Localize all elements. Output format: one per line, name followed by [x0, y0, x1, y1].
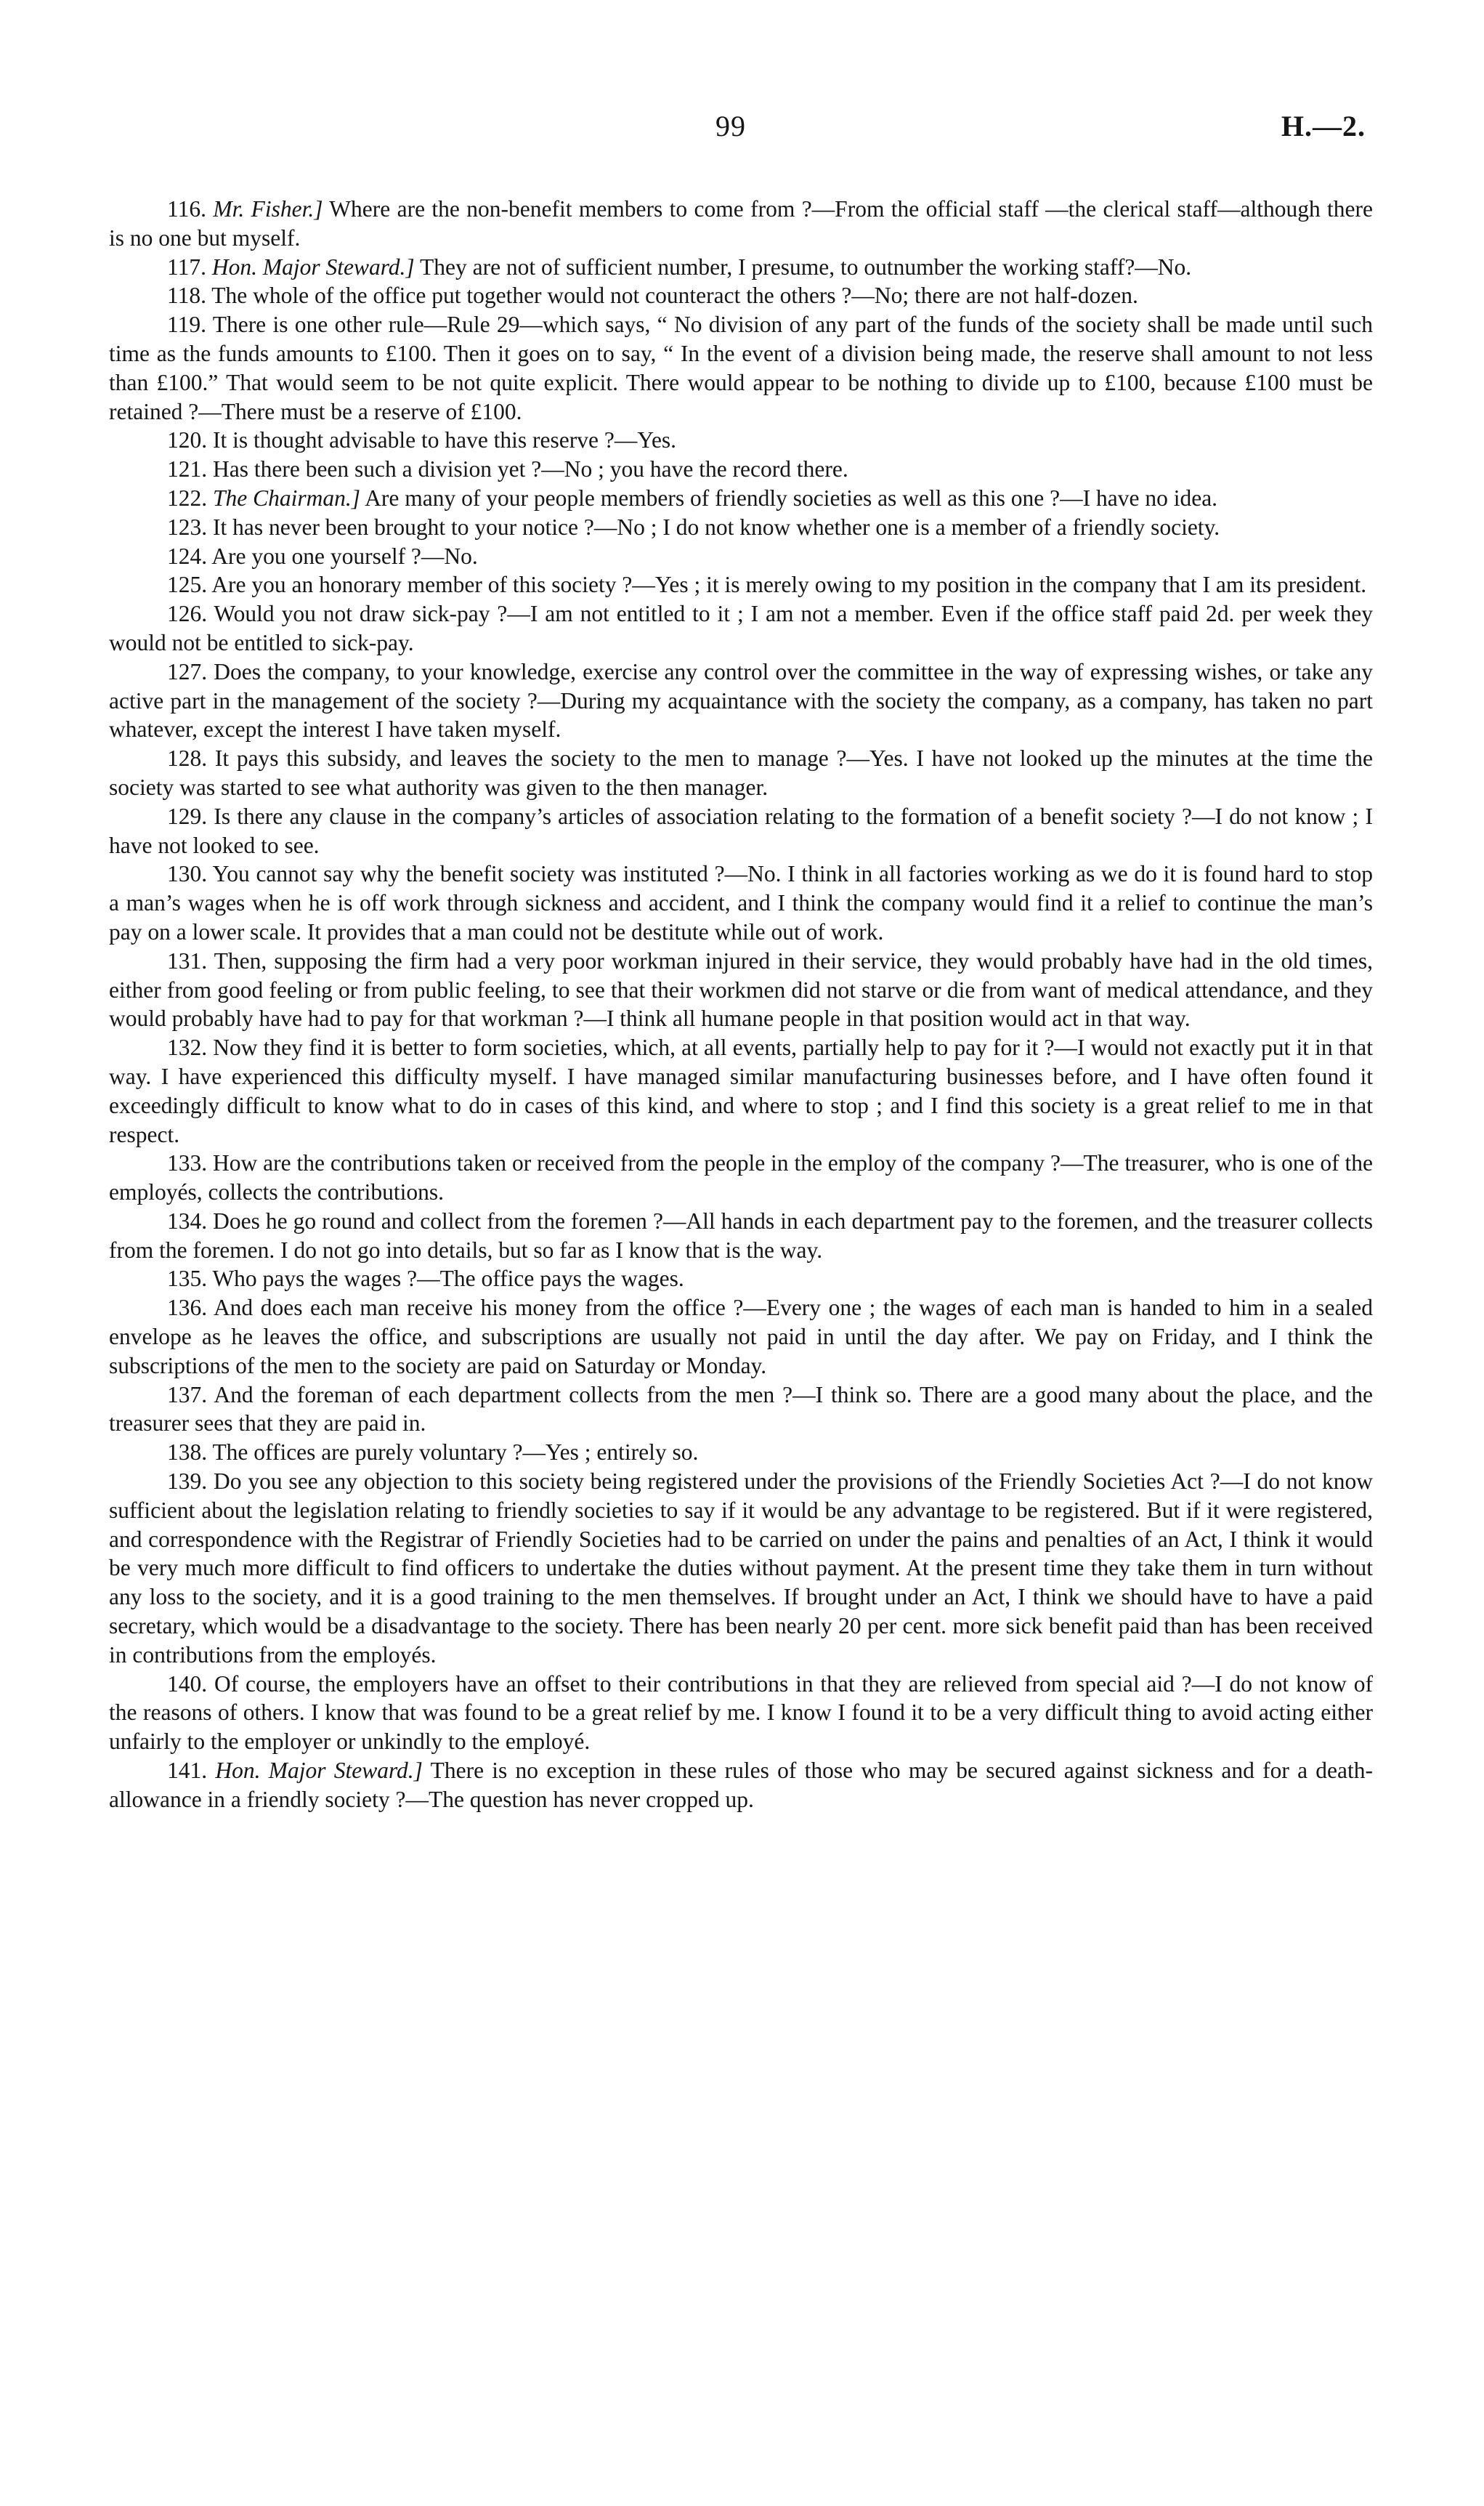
question-answer-text: It is thought advisable to have this reserve ?—Yes.	[213, 427, 677, 453]
testimony-paragraph	[109, 426, 1373, 455]
question-answer-text: They are not of sufficient number, I presume, to outnumber the working staff?—No.	[420, 254, 1192, 280]
question-answer-text: And the foreman of each department collects from the men ?—I think so. There are a good many about the place, and the treasurer sees that they are paid in.	[109, 1381, 1373, 1436]
question-number: 120.	[167, 427, 208, 453]
question-answer-text: The offices are purely voluntary ?—Yes ; entirely so.	[212, 1439, 699, 1466]
question-number: 127.	[167, 658, 208, 684]
question-answer-text: It pays this subsidy, and leaves the society to the men to manage ?—Yes. I have not looked up the minutes at the time the society was started to see what authority was given to the then manager.	[109, 745, 1373, 800]
question-number: 118.	[167, 283, 206, 309]
question-answer-text: Of course, the employers have an offset to their contributions in that they are relieved from special aid ?—I do not know of the reasons of others. I know that was found to be a great relief by me. I know I found it to be a very difficult thing to avoid acting either unfairly to the employer or unkindly to the employé.	[109, 1670, 1373, 1755]
question-number: 132.	[167, 1035, 208, 1061]
testimony-paragraph	[109, 860, 1373, 946]
question-answer-text: Has there been such a division yet ?—No ; you have the record there.	[213, 456, 848, 482]
question-answer-text: Then, supposing the firm had a very poor workman injured in their service, they would probably have had in the old times, either from good feeling or from public feeling, to see that their workmen did not starve or die from want of medical attendance, and they would probably have had to pay for that workman ?—I think all humane people in that position would act in that way.	[109, 947, 1373, 1032]
question-number: 136.	[167, 1295, 208, 1321]
question-number: 123.	[167, 514, 208, 540]
speaker-name: Hon. Major Steward.]	[211, 254, 415, 280]
document-code: H.—2.	[1281, 110, 1366, 142]
testimony-paragraph	[109, 1033, 1373, 1149]
testimony-paragraph	[109, 310, 1373, 426]
question-answer-text: Is there any clause in the company’s articles of association relating to the formation of a benefit society ?—I do not know ; I have not looked to see.	[109, 803, 1373, 858]
question-number: 124.	[167, 543, 208, 569]
question-number: 116.	[167, 196, 206, 222]
testimony-paragraph	[109, 542, 1373, 571]
question-answer-text: Does the company, to your knowledge, exercise any control over the committee in the way of expressing wishes, or take any active part in the management of the society ?—During my acquaintance with the society the company, as a company, has taken no part whatever, except the interest I have taken myself.	[109, 658, 1373, 743]
question-answer-text: Where are the non-benefit members to come from ?—From the official staff —the clerical staff—although there is no one but myself.	[109, 196, 1374, 251]
question-number: 133.	[167, 1150, 208, 1176]
testimony-paragraph	[109, 484, 1373, 513]
question-answer-text: There is one other rule—Rule 29—which says, “ No division of any part of the funds of the society shall be made until such time as the funds amounts to £100. Then it goes on to say, “ In the event of a division being made, the reserve shall amount to not less than £100.” That would seem to be not quite explicit. There would appear to be nothing to divide up to £100, because £100 must be retained ?—There must be a reserve of £100.	[109, 312, 1373, 424]
question-answer-text: You cannot say why the benefit society was instituted ?—No. I think in all factories working as we do it is found hard to stop a man’s wages when he is off work through sickness and accident, and I think the company would find it a relief to continue the man’s pay on a lower scale. It provides that a man could not be destitute while out of work.	[109, 861, 1373, 945]
testimony-paragraph	[109, 1381, 1373, 1439]
testimony-paragraph	[109, 281, 1373, 310]
question-number: 139.	[167, 1468, 208, 1495]
question-number: 121.	[167, 456, 208, 482]
testimony-paragraph	[109, 1670, 1373, 1756]
testimony-paragraph	[109, 1467, 1373, 1670]
page-number: 99	[715, 110, 746, 142]
testimony-paragraph	[109, 195, 1373, 253]
question-number: 137.	[167, 1381, 208, 1407]
testimony-paragraph	[109, 1207, 1373, 1265]
testimony-paragraph	[109, 802, 1373, 860]
testimony-paragraph	[109, 253, 1373, 282]
question-answer-text: It has never been brought to your notice ?—No ; I do not know whether one is a member of a friendly society.	[213, 514, 1220, 540]
question-answer-text: Who pays the wages ?—The office pays the wages.	[212, 1266, 684, 1292]
question-answer-text: How are the contributions taken or received from the people in the employ of the company ?—The treasurer, who is one of the employés, collects the contributions.	[109, 1150, 1374, 1205]
question-answer-text: Does he go round and collect from the foremen ?—All hands in each department pay to the foremen, and the treasurer collects from the foremen. I do not go into details, but so far as I know that is the way.	[109, 1208, 1373, 1263]
testimony-paragraph	[109, 1264, 1373, 1293]
testimony-paragraph	[109, 1756, 1373, 1814]
question-number: 135.	[167, 1266, 208, 1292]
testimony-body	[109, 195, 1373, 1814]
testimony-paragraph	[109, 599, 1373, 658]
speaker-name: The Chairman.]	[213, 485, 361, 511]
testimony-paragraph	[109, 570, 1373, 599]
testimony-paragraph	[109, 1293, 1373, 1380]
question-answer-text: Are many of your people members of friendly societies as well as this one ?—I have no idea.	[365, 485, 1218, 511]
testimony-paragraph	[109, 1149, 1373, 1207]
testimony-paragraph	[109, 947, 1373, 1033]
question-number: 126.	[167, 601, 208, 627]
question-number: 122.	[167, 485, 208, 511]
question-number: 117.	[167, 254, 206, 280]
question-number: 140.	[167, 1670, 208, 1697]
question-answer-text: There is no exception in these rules of those who may be secured against sickness and for a death-allowance in a friendly society ?—The question has never cropped up.	[109, 1758, 1374, 1812]
page-header	[0, 109, 1484, 153]
question-answer-text: Now they find it is better to form societies, which, at all events, partially help to pay for it ?—I would not exactly put it in that way. I have experienced this difficulty myself. I have managed similar manufacturing businesses before, and I have often found it exceedingly difficult to know what to do in cases of this kind, and where to stop ; and I find this society is a great relief to me in that respect.	[109, 1035, 1373, 1147]
testimony-paragraph	[109, 513, 1373, 542]
question-number: 138.	[167, 1439, 208, 1466]
question-number: 129.	[167, 803, 208, 829]
speaker-name: Mr. Fisher.]	[213, 196, 323, 222]
question-number: 131.	[167, 947, 208, 974]
testimony-paragraph	[109, 455, 1373, 484]
speaker-name: Hon. Major Steward.]	[215, 1758, 423, 1784]
question-answer-text: Do you see any objection to this society being registered under the provisions of the Friendly Societies Act ?—I do not know sufficient about the legislation relating to friendly societies to say if it would be any advantage to be registered. But if it were registered, and correspondence with the Registrar of Friendly Societies had to be carried on under the pains and penalties of an Act, I think it would be very much more difficult to find officers to undertake the duties without payment. At the present time they take them in turn without any loss to the society, and it is a good training to the men themselves. If brought under an Act, I think we should have to have a paid secretary, which would be a disadvantage to the society. There has been nearly 20 per cent. more sick benefit paid than has been received in contributions from the employés.	[109, 1468, 1374, 1668]
question-answer-text: The whole of the office put together would not counteract the others ?—No; there are not half-dozen.	[211, 283, 1138, 309]
question-number: 141.	[167, 1758, 208, 1784]
question-answer-text: Are you an honorary member of this society ?—Yes ; it is merely owing to my position in the company that I am its president.	[211, 572, 1367, 598]
question-number: 134.	[167, 1208, 208, 1234]
question-answer-text: Are you one yourself ?—No.	[211, 543, 478, 569]
question-number: 119.	[167, 312, 206, 338]
testimony-paragraph	[109, 744, 1373, 802]
question-number: 128.	[167, 745, 208, 772]
question-answer-text: And does each man receive his money from the office ?—Every one ; the wages of each man is handed to him in a sealed envelope as he leaves the office, and subscriptions are usually not paid in until the day after. We pay on Friday, and I think the subscriptions of the men to the society are paid on Saturday or Monday.	[109, 1295, 1373, 1378]
question-number: 130.	[167, 861, 208, 887]
question-number: 125.	[167, 572, 208, 598]
testimony-paragraph	[109, 1438, 1373, 1467]
question-answer-text: Would you not draw sick-pay ?—I am not entitled to it ; I am not a member. Even if the office staff paid 2d. per week they would not be entitled to sick-pay.	[109, 601, 1374, 655]
testimony-paragraph	[109, 658, 1373, 744]
